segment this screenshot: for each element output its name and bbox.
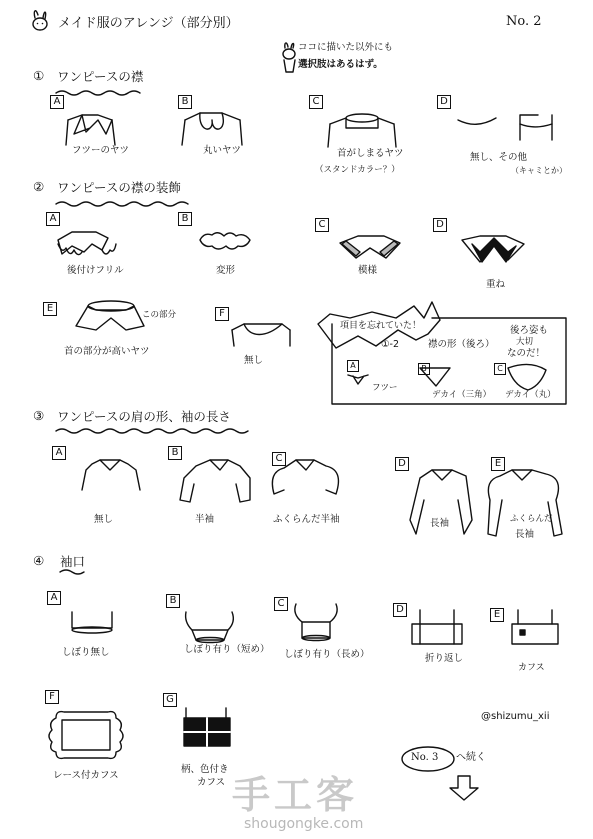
item-4a-letter: A bbox=[47, 591, 61, 605]
item-4e-label: カフス bbox=[518, 663, 545, 673]
item-2d-label: 重ね bbox=[486, 279, 506, 290]
item-1d-sub: （キャミとか） bbox=[511, 166, 567, 175]
author-handle: @shizumu_xii bbox=[481, 711, 550, 722]
item-4d-letter: D bbox=[393, 603, 407, 617]
section-1-title: ワンピースの襟 bbox=[57, 69, 144, 84]
item-1d-label: 無し、その他 bbox=[470, 152, 528, 163]
section-3-number: ③ bbox=[33, 408, 45, 423]
item-4b-letter: B bbox=[166, 594, 180, 608]
section-1-number: ① bbox=[33, 68, 45, 83]
item-1b-letter: B bbox=[178, 95, 192, 109]
forgot-box-code: ①-2 bbox=[381, 339, 399, 350]
collar-1c-drawing bbox=[328, 114, 396, 147]
item-3d-label: 長袖 bbox=[430, 518, 450, 529]
section-4-number: ④ bbox=[33, 553, 45, 568]
collar-1b-drawing bbox=[182, 113, 242, 145]
rabbit-icon bbox=[33, 11, 47, 30]
item-4f-letter: F bbox=[45, 690, 59, 704]
collar-2a-drawing bbox=[58, 232, 116, 255]
item-2a-label: 後付けフリル bbox=[67, 265, 124, 276]
rabbit-note-icon bbox=[283, 43, 295, 72]
cuff-4g-drawing bbox=[184, 708, 230, 746]
collar-2d-drawing bbox=[462, 236, 524, 262]
cuff-4d-drawing bbox=[412, 610, 462, 644]
item-1c-label: 首がしまるヤツ bbox=[337, 148, 404, 159]
next-badge: No. 3 bbox=[411, 752, 439, 763]
collar-2c-drawing bbox=[340, 236, 400, 258]
item-1d-letter: D bbox=[437, 95, 451, 109]
item-2b-label: 変形 bbox=[216, 265, 236, 276]
forgot-box-side-note-1: 後ろ姿も bbox=[510, 325, 549, 336]
item-3e-letter: E bbox=[491, 457, 505, 471]
item-2e-note: この部分 bbox=[142, 310, 177, 320]
item-2c-label: 模様 bbox=[358, 265, 378, 276]
note-line-2: 選択肢はあるはず。 bbox=[298, 59, 383, 70]
item-1c-letter: C bbox=[309, 95, 323, 109]
cuff-4b-drawing bbox=[186, 612, 234, 643]
collar-1d-drawing bbox=[458, 115, 552, 140]
item-4c-letter: C bbox=[274, 597, 288, 611]
forgot-item-a-letter: A bbox=[347, 360, 359, 372]
item-3a-label: 無し bbox=[94, 514, 114, 525]
item-1a-label: フツーのヤツ bbox=[72, 145, 130, 156]
item-4f-label: レース付カフス bbox=[53, 770, 119, 781]
item-3e-label: ふくらんだ bbox=[510, 514, 553, 524]
next-text: へ続く bbox=[456, 752, 486, 763]
item-4g-label-2: カフス bbox=[197, 777, 226, 788]
item-4b-label: しぼり有り（短め） bbox=[184, 644, 270, 655]
forgot-box-title: 項目を忘れていた！ bbox=[340, 321, 422, 331]
collar-2f-drawing bbox=[232, 324, 290, 346]
section-4-title: 袖口 bbox=[60, 554, 86, 569]
cuff-4a-drawing bbox=[72, 612, 112, 633]
page-number: No. 2 bbox=[506, 14, 542, 29]
section-3-title: ワンピースの肩の形、袖の長さ bbox=[57, 409, 231, 424]
cuff-4e-drawing bbox=[512, 610, 558, 644]
collar-2b-drawing bbox=[200, 233, 250, 249]
wavy-underline-s1 bbox=[56, 91, 140, 95]
item-4e-letter: E bbox=[490, 608, 504, 622]
item-2e-label: 首の部分が高いヤツ bbox=[64, 346, 150, 357]
note-line-1: ココに描いた以外にも bbox=[298, 42, 394, 53]
item-3c-label: ふくらんだ半袖 bbox=[273, 514, 340, 525]
item-4g-label: 柄、色付き bbox=[181, 764, 229, 775]
shoulder-3b-drawing bbox=[180, 460, 250, 502]
shoulder-3a-drawing bbox=[82, 460, 140, 490]
forgot-item-c-letter: C bbox=[494, 363, 506, 375]
item-2f-label: 無し bbox=[244, 355, 264, 366]
item-4a-label: しぼり無し bbox=[62, 647, 110, 658]
cuff-4f-drawing bbox=[49, 712, 123, 759]
forgot-box-side-note-2: 大切 bbox=[516, 337, 534, 347]
collar-2e-drawing bbox=[76, 301, 144, 330]
item-2a-letter: A bbox=[46, 212, 60, 226]
forgot-item-a-label: フツー bbox=[372, 383, 398, 393]
item-2e-letter: E bbox=[43, 302, 57, 316]
forgot-item-c-label: デカイ（丸） bbox=[505, 390, 556, 400]
item-4c-label: しぼり有り（長め） bbox=[284, 649, 370, 660]
section-2-title: ワンピースの襟の装飾 bbox=[57, 180, 181, 195]
collar-1a-drawing bbox=[66, 115, 115, 145]
item-2f-letter: F bbox=[215, 307, 229, 321]
item-3a-letter: A bbox=[52, 446, 66, 460]
item-3c-letter: C bbox=[272, 452, 286, 466]
forgot-item-b-letter: B bbox=[418, 363, 430, 375]
watermark-url: shougongke.com bbox=[244, 816, 364, 832]
item-2d-letter: D bbox=[433, 218, 447, 232]
item-1a-letter: A bbox=[50, 95, 64, 109]
forgot-box-side-note-3: なのだ！ bbox=[507, 348, 546, 359]
down-arrow-icon bbox=[450, 776, 478, 800]
item-3e-label-2: 長袖 bbox=[515, 529, 535, 540]
item-3d-letter: D bbox=[395, 457, 409, 471]
page-title: メイド服のアレンジ（部分別） bbox=[58, 16, 239, 31]
wavy-underline-s3 bbox=[56, 429, 248, 433]
item-3b-letter: B bbox=[168, 446, 182, 460]
item-3b-label: 半袖 bbox=[195, 514, 215, 525]
watermark-logo: 手工客 bbox=[232, 773, 359, 817]
item-4g-letter: G bbox=[163, 693, 177, 707]
item-2c-letter: C bbox=[315, 218, 329, 232]
item-4d-label: 折り返し bbox=[425, 653, 464, 664]
wavy-underline-s2 bbox=[56, 202, 188, 206]
section-2-number: ② bbox=[33, 179, 45, 194]
forgot-item-b-label: デカイ（三角） bbox=[432, 390, 492, 400]
shoulder-3e-drawing bbox=[488, 470, 562, 536]
wavy-underline-s4 bbox=[60, 570, 84, 574]
cuff-4c-drawing bbox=[295, 604, 337, 641]
forgot-box-heading: 襟の形（後ろ） bbox=[428, 339, 495, 350]
item-1c-sub: （スタンドカラー？） bbox=[315, 165, 400, 175]
item-2b-letter: B bbox=[178, 212, 192, 226]
item-1b-label: 丸いヤツ bbox=[203, 145, 242, 156]
